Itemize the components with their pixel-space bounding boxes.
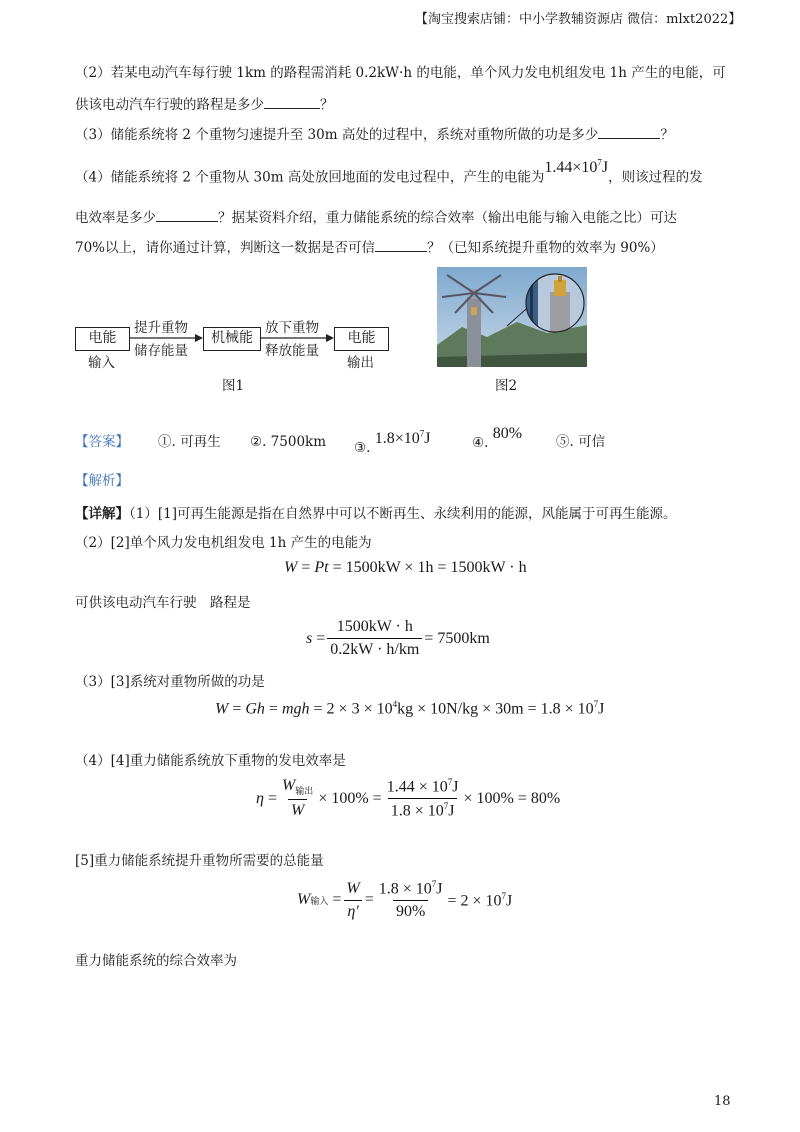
equation-2-result: = 7500km	[424, 629, 490, 647]
equation-4-fraction-2: $\frac{1.44 \times 10^7J}{1.8 \times 10^7J}$	[386, 777, 459, 820]
answer-2: ②. 7500km	[250, 434, 327, 450]
figure-2-caption: 图2	[495, 378, 518, 394]
answer-label: 【答案】	[75, 434, 129, 450]
energy-mantissa: 1.44×10	[544, 159, 598, 177]
equation-5-fraction-1: $\frac{W}{\eta'}$	[343, 880, 362, 921]
question-4-energy-value	[544, 159, 608, 176]
question-4-line-3	[75, 237, 664, 258]
question-2-text: 供该电动汽车行驶的路程是多少	[75, 97, 264, 113]
equation-4: η = $\frac{W_{输出}}{W}$ × 100% = $\frac{1.44 \times 10^7J}{1.8 \times 10^7J}$ × 100% = 80%	[256, 777, 561, 820]
box-mechanical-energy: 机械能	[203, 327, 261, 351]
answer-3	[354, 424, 431, 457]
answer-blank	[156, 207, 218, 222]
equation-4-fraction-1: $\frac{W_{输出}}{W}$	[281, 777, 314, 820]
answer-3-mantissa: 1.8×10	[374, 430, 420, 448]
question-4-text-3a: 70%以上，请你通过计算，判断这一数据是否可信	[75, 240, 376, 256]
equation-1: W = Pt = 1500kW × 1h = 1500kW · h	[284, 559, 527, 576]
question-mark: ？	[320, 97, 334, 113]
answer-3-number: ③.	[354, 440, 371, 457]
answer-1: ①. 可再生	[158, 434, 221, 450]
box-electric-energy-in: 电能	[75, 327, 130, 351]
detail-paragraph-6: [5]重力储能系统提升重物所需要的总能量	[75, 853, 324, 869]
box-electric-energy-out: 电能	[334, 327, 389, 351]
answer-3-unit: J	[424, 430, 431, 448]
detail-paragraph-5: （4）[4]重力储能系统放下重物的发电效率是	[75, 753, 346, 769]
detail-text-1: （1）[1]可再生能源是指在自然界中可以不断再生、永续利用的能源，风能属于可再生能源。	[129, 506, 677, 522]
analysis-label: 【解析】	[75, 473, 129, 489]
page-header: 【淘宝搜索店铺：中小学教辅资源店 微信：mlxt2022】	[415, 12, 742, 27]
question-3	[75, 124, 674, 145]
page-number: 18	[714, 1094, 731, 1109]
detail-paragraph-7: 重力储能系统的综合效率为	[75, 953, 237, 969]
detail-paragraph-1	[75, 504, 676, 524]
arrow-1-top-label: 提升重物	[134, 320, 188, 336]
equation-2: s = $\frac{1500kW \cdot h}{0.2kW \cdot h/km}$ = 7500km	[306, 618, 490, 658]
answer-3-exponent: 7	[419, 429, 425, 439]
output-label: 输出	[347, 355, 374, 371]
energy-exponent: 7	[597, 158, 602, 168]
input-label: 输入	[88, 355, 115, 371]
arrow-1-bottom-label: 储存能量	[134, 343, 188, 359]
question-4-text-3b: ？（已知系统提升重物的效率为 90%）	[427, 240, 664, 256]
energy-unit: J	[601, 159, 609, 177]
answer-blank	[598, 124, 660, 139]
detail-paragraph-2: （2）[2]单个风力发电机组发电 1h 产生的电能为	[75, 535, 372, 551]
equation-5: W 输入 = $\frac{W}{\eta'}$ = $\frac{1.8 \times 10^7J}{90\%}$ = $2 \times 10^7J$	[297, 879, 513, 921]
question-4-text-2b: ？据某资料介绍，重力储能系统的综合效率（输出电能与输入电能之比）可达	[218, 210, 677, 226]
question-4-text: （4）储能系统将 2 个重物从 30m 高处放回地面的发电过程中，产生的电能为	[75, 169, 545, 186]
figure-1-caption: 图1	[222, 378, 245, 394]
question-4-text-cont: ，则该过程的发	[608, 169, 703, 186]
answer-blank	[264, 94, 320, 109]
answer-4-value: 80%	[492, 425, 523, 442]
answer-4-number: ④.	[472, 435, 489, 451]
detail-label: 【详解】	[75, 506, 129, 522]
equation-3: W = Gh = mgh = $2 \times 3 \times 10^4kg \times 10N/kg \times 30m = 1.8 \times 10^7J$	[215, 699, 605, 718]
question-2-line-2	[75, 94, 334, 115]
question-4-line-1	[75, 158, 703, 187]
arrow-2-top-label: 放下重物	[265, 320, 319, 336]
question-mark: ？	[660, 127, 674, 143]
detail-paragraph-4: （3）[3]系统对重物所做的功是	[75, 674, 265, 690]
answer-4	[472, 424, 523, 451]
question-4-line-2	[75, 207, 677, 228]
equation-5-fraction-2: $\frac{1.8 \times 10^7J}{90\%}$	[378, 879, 443, 921]
question-3-text: （3）储能系统将 2 个重物匀速提升至 30m 高处的过程中，系统对重物所做的功是多少	[75, 127, 599, 143]
equation-2-numerator: 1500kW · h	[336, 618, 413, 635]
answer-3-value	[375, 430, 431, 447]
zoomed-detail-circle	[524, 272, 586, 334]
equation-2-denominator: 0.2kW · h/km	[327, 638, 422, 659]
question-2-line-1: （2）若某电动汽车每行驶 1km 的路程需消耗 0.2kW·h 的电能，单个风力发电机组发电 1h 产生的电能，可	[75, 65, 726, 81]
answer-blank	[375, 237, 427, 252]
answer-5: ⑤. 可信	[556, 434, 606, 450]
arrow-2-bottom-label: 释放能量	[265, 343, 319, 359]
equation-2-fraction	[327, 618, 422, 659]
question-4-text-2a: 电效率是多少	[75, 210, 156, 226]
detail-paragraph-3: 可供该电动汽车行驶 路程是	[75, 595, 251, 611]
